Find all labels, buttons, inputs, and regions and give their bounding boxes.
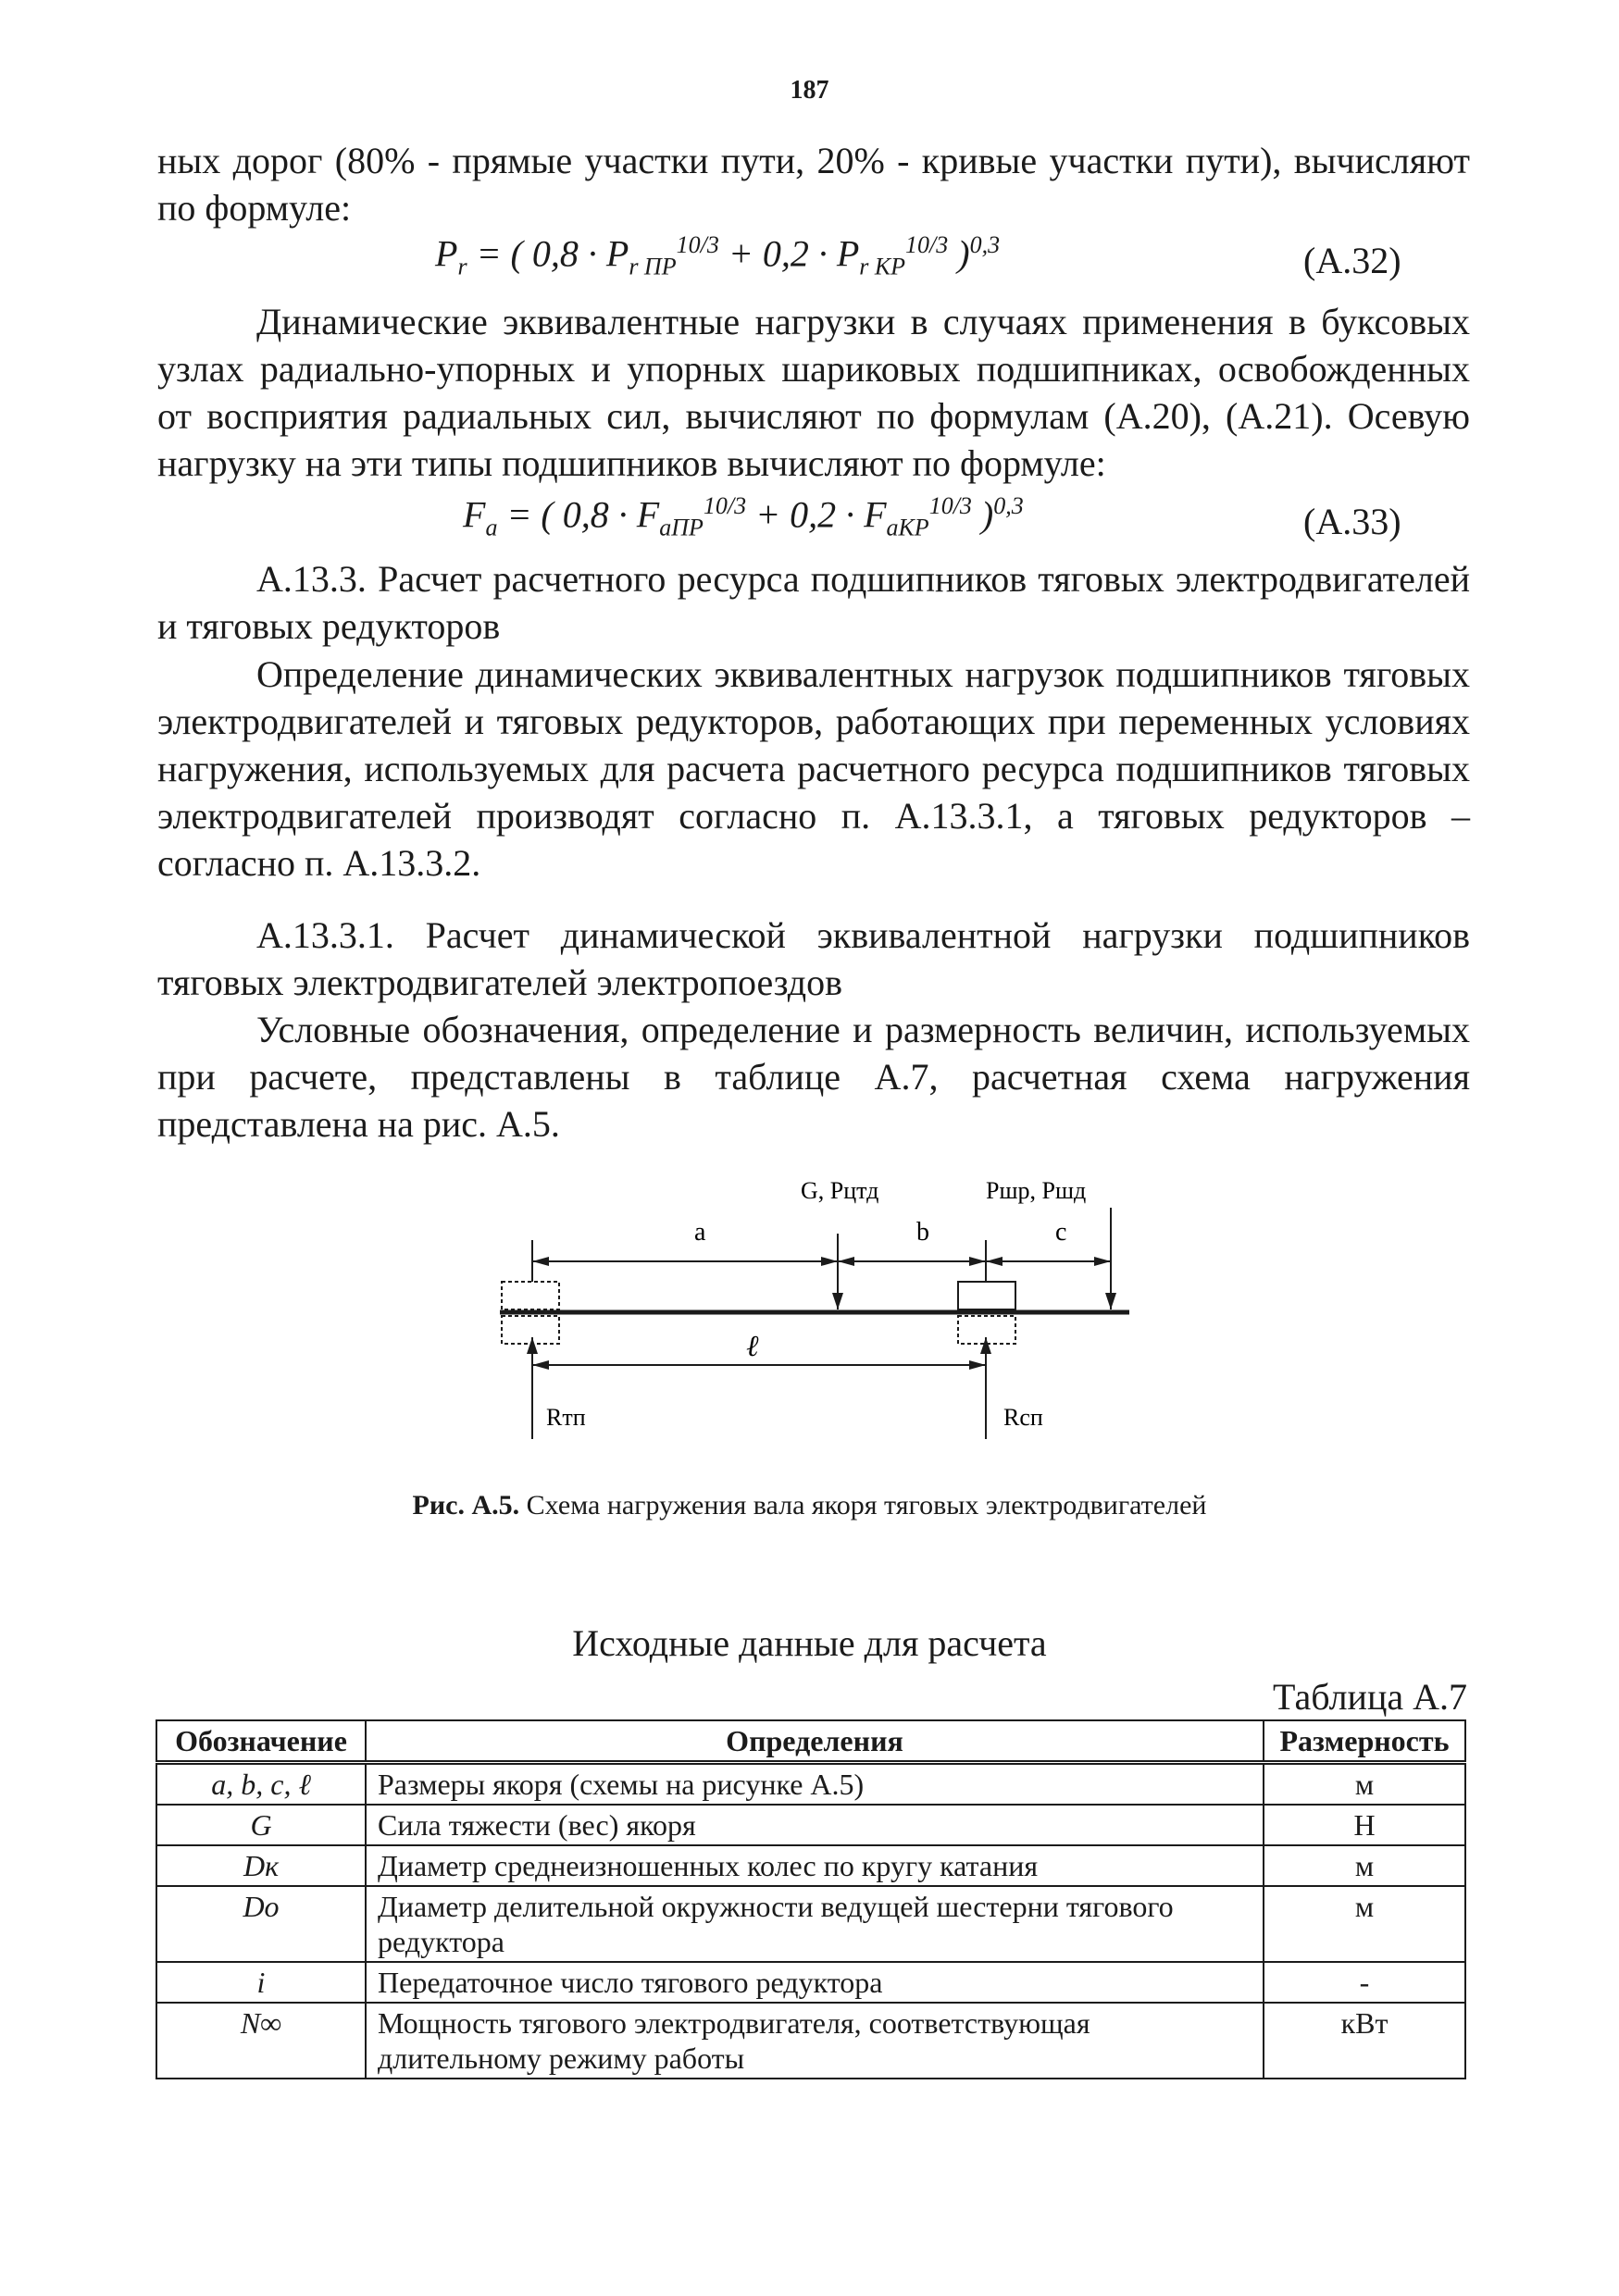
section-heading-a13-3: A.13.3. Расчет расчетного ресурса подшипников тяговых электродвигателей и тяговых редукторов <box>157 558 1470 647</box>
formula-number-a33: (A.33) <box>1303 501 1401 542</box>
cell-symbol: G <box>156 1805 366 1845</box>
cell-symbol: N∞ <box>156 2003 366 2079</box>
cell-unit: м <box>1264 1886 1465 1962</box>
dimension-a-label: a <box>694 1218 706 1247</box>
paragraph-1: ных дорог (80% - прямые участки пути, 20% - кривые участки пути), вычисляют по формуле: <box>157 140 1470 229</box>
dimension-c-label: c <box>1055 1218 1067 1247</box>
cell-unit: кВт <box>1264 2003 1465 2079</box>
dimension-l-label: ℓ <box>746 1329 759 1362</box>
cell-unit: м <box>1264 1845 1465 1886</box>
formula-a32: $P_r$ = ( $0,8 \cdot P_{r ПР}^{10/3} + 0,2 \cdot P_{r КР}^{10/3}$ )$^{0,3}$ <box>435 231 1001 280</box>
cell-definition: Мощность тягового электродвигателя, соответствующая длительному режиму работы <box>366 2003 1264 2079</box>
table-row <box>156 1886 1465 1962</box>
cell-definition: Размеры якоря (схемы на рисунке A.5) <box>366 1763 1264 1806</box>
cell-symbol: i <box>156 1962 366 2003</box>
section-heading-a13-3-1: A.13.3.1. Расчет динамической эквивалентной нагрузки подшипников тяговых электродвигателей электропоездов <box>157 914 1470 1003</box>
table-row <box>156 1962 1465 2003</box>
load-p-label: Pшр, Pшд <box>986 1177 1087 1204</box>
cell-definition: Передаточное число тягового редуктора <box>366 1962 1264 2003</box>
table-row <box>156 2003 1465 2079</box>
header-unit: Размерность <box>1264 1720 1465 1763</box>
cell-definition: Диаметр среднеизношенных колес по кругу катания <box>366 1845 1264 1886</box>
cell-unit: - <box>1264 1962 1465 2003</box>
formula-number-a32: (A.32) <box>1303 240 1401 281</box>
page-number: 187 <box>790 76 829 105</box>
reaction-rsp-label: Rсп <box>1003 1404 1043 1431</box>
table-label: Таблица A.7 <box>1273 1676 1467 1718</box>
table-row <box>156 1805 1465 1845</box>
figure-caption: Рис. A.5. Схема нагружения вала якоря тяговых электродвигателей <box>412 1490 1207 1520</box>
header-definition: Определения <box>366 1720 1264 1763</box>
table-title: Исходные данные для расчета <box>572 1622 1047 1664</box>
table-row <box>156 1763 1465 1806</box>
paragraph-2: Динамические эквивалентные нагрузки в случаях применения в буксовых узлах радиально-упорных и упорных шариковых подшипниках, освобожденных от восприятия радиальных сил, вычисляют по формулам (A.20), (A.21). Осевую нагрузку на эти типы подшипников вычисляют по формуле: <box>157 301 1470 484</box>
cell-symbol: a, b, c, ℓ <box>156 1763 366 1806</box>
cell-symbol: Dо <box>156 1886 366 1962</box>
header-symbol: Обозначение <box>156 1720 366 1763</box>
load-g-label: G, Pцтд <box>801 1177 879 1204</box>
dimension-b-label: b <box>916 1218 929 1247</box>
cell-symbol: Dк <box>156 1845 366 1886</box>
formula-a33: $F_a$ = ( $0,8 \cdot F_{aПР}^{10/3} + 0,2 \cdot F_{aКР}^{10/3}$ )$^{0,3}$ <box>463 492 1024 541</box>
loading-diagram <box>481 1171 1148 1448</box>
cell-definition: Диаметр делительной окружности ведущей шестерни тягового редуктора <box>366 1886 1264 1962</box>
reaction-rtp-label: Rтп <box>546 1404 586 1431</box>
cell-definition: Сила тяжести (вес) якоря <box>366 1805 1264 1845</box>
cell-unit: Н <box>1264 1805 1465 1845</box>
data-table <box>156 1719 1466 2079</box>
table-header-row <box>156 1720 1465 1763</box>
cell-unit: м <box>1264 1763 1465 1806</box>
paragraph-4: Определение динамических эквивалентных нагрузок подшипников тяговых электродвигателей и тяговых редукторов, работающих при переменных условиях нагружения, используемых для расчета расчетного ресурса подшипников тяговых электродвигателей производят согласно п. A.13.3.1, а тяговых редукторов – согласно п. A.13.3.2. <box>157 653 1470 884</box>
table-row <box>156 1845 1465 1886</box>
paragraph-6: Условные обозначения, определение и размерность величин, используемых при расчете, представлены в таблице A.7, расчетная схема нагружения представлена на рис. A.5. <box>157 1009 1470 1145</box>
